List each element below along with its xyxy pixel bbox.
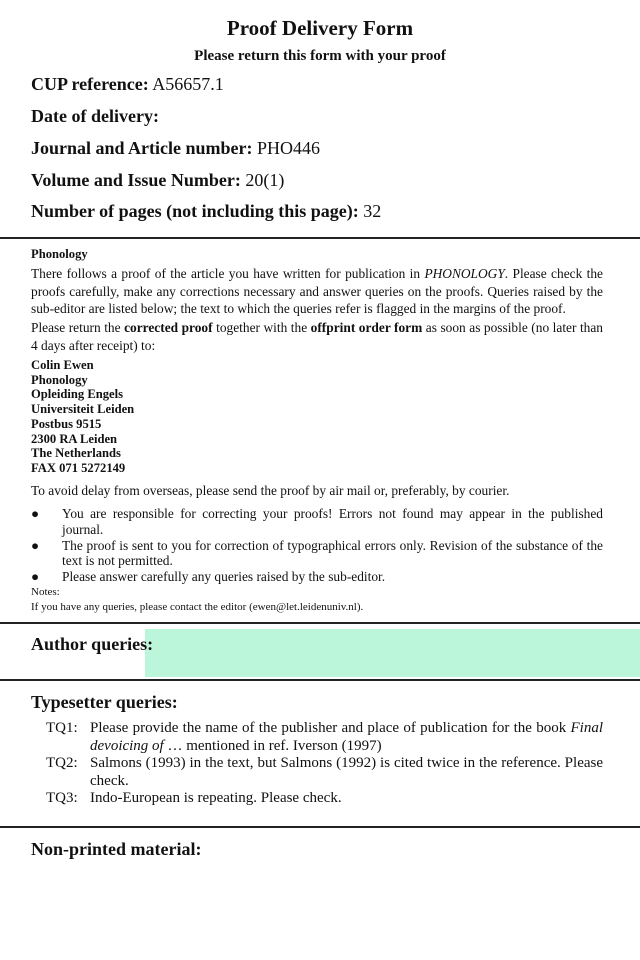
field-number-of-pages	[31, 201, 381, 222]
field-value: 20(1)	[245, 170, 285, 190]
bullet-icon: ●	[31, 569, 40, 585]
query-text	[90, 720, 603, 755]
field-journal-article-number	[31, 138, 320, 159]
form-subtitle: Please return this form with your proof	[194, 48, 446, 64]
form-title: Proof Delivery Form	[226, 16, 414, 40]
notes-text: If you have any queries, please contact the editor (ewen@let.leidenuniv.nl).	[31, 601, 364, 613]
address-line: Postbus 9515	[31, 416, 102, 431]
list-item	[31, 538, 603, 570]
query-item	[46, 755, 603, 790]
field-value: 32	[363, 201, 382, 221]
bold-text: offprint order form	[310, 320, 423, 335]
address-line: Universiteit Leiden	[31, 402, 135, 417]
address-line: Colin Ewen	[31, 358, 94, 372]
text: as soon as possible (no later than 4 days after receipt) to:	[31, 320, 603, 353]
divider	[0, 679, 640, 681]
text: You are responsible for correcting your proofs! Errors not found may appear in the published journal.	[62, 506, 603, 537]
intro-paragraph	[31, 265, 603, 318]
text: The proof is sent to you for correction of typographical errors only. Revision of the substance of the text is not permitted.	[62, 537, 603, 569]
field-date-of-delivery	[31, 106, 159, 127]
field-value: PHO446	[257, 138, 321, 158]
address-line: 2300 RA Leiden	[31, 431, 118, 446]
field-value: A56657.1	[152, 74, 224, 94]
text: together with the	[212, 320, 311, 335]
list-item	[31, 569, 603, 585]
field-volume-issue	[31, 170, 284, 191]
field-label: Number of pages (not including this page):	[31, 201, 359, 221]
bold-text: corrected proof	[124, 320, 213, 335]
query-item	[46, 790, 603, 808]
text: Please return the	[31, 320, 125, 335]
bullet-icon: ●	[31, 537, 40, 553]
text: Please provide the name of the publisher and place of publication for the book	[90, 720, 571, 736]
address-line: Phonology	[31, 372, 88, 387]
notes	[31, 585, 363, 615]
journal-italic: PHONOLOGY	[424, 266, 505, 281]
field-label: Date of delivery:	[31, 106, 159, 126]
bullet-icon: ●	[31, 506, 40, 521]
author-queries-heading: Author queries:	[31, 634, 154, 654]
field-label: CUP reference:	[31, 74, 149, 94]
typesetter-queries-list	[46, 720, 603, 808]
address-line: FAX 071 5272149	[31, 460, 126, 475]
query-text: Salmons (1993) in the text, but Salmons (1992) is cited twice in the reference. Please check.	[90, 755, 603, 789]
italic-title: Final devoicing of	[90, 720, 603, 754]
query-id: TQ3:	[46, 790, 78, 807]
field-label: Journal and Article number:	[31, 138, 253, 158]
query-text: Indo-European is repeating. Please check.	[90, 790, 342, 807]
text: Please answer carefully any queries raised by the sub-editor.	[62, 569, 386, 585]
query-item	[46, 720, 603, 755]
field-cup-reference	[31, 74, 224, 95]
journal-name: Phonology	[31, 247, 88, 261]
divider	[0, 237, 640, 239]
divider	[0, 622, 640, 624]
field-label: Volume and Issue Number:	[31, 170, 241, 190]
mailing-address	[31, 358, 134, 476]
typesetter-queries-heading: Typesetter queries:	[31, 692, 178, 712]
address-line: Opleiding Engels	[31, 387, 124, 402]
text: There follows a proof of the article you have written for publication in	[31, 266, 425, 281]
query-id: TQ2:	[46, 755, 78, 772]
divider	[0, 826, 640, 828]
text: … mentioned in ref. Iverson (1997)	[163, 737, 382, 754]
list-item	[31, 506, 603, 538]
notes-label: Notes:	[31, 586, 60, 598]
query-id: TQ1:	[46, 720, 78, 736]
non-printed-material-heading: Non-printed material:	[31, 839, 202, 859]
overseas-note: To avoid delay from overseas, please send the proof by air mail or, preferably, by courier.	[31, 483, 510, 498]
return-paragraph	[31, 319, 603, 354]
bullet-list	[31, 506, 603, 585]
address-line: The Netherlands	[31, 446, 121, 461]
author-queries-field[interactable]	[145, 629, 640, 677]
text: . Please check the proofs carefully, make any corrections necessary and answer queries on the proofs. Queries raised by the sub-editor are listed below; the text to which the queries refer is flagged in the margins of the proof.	[31, 266, 603, 316]
